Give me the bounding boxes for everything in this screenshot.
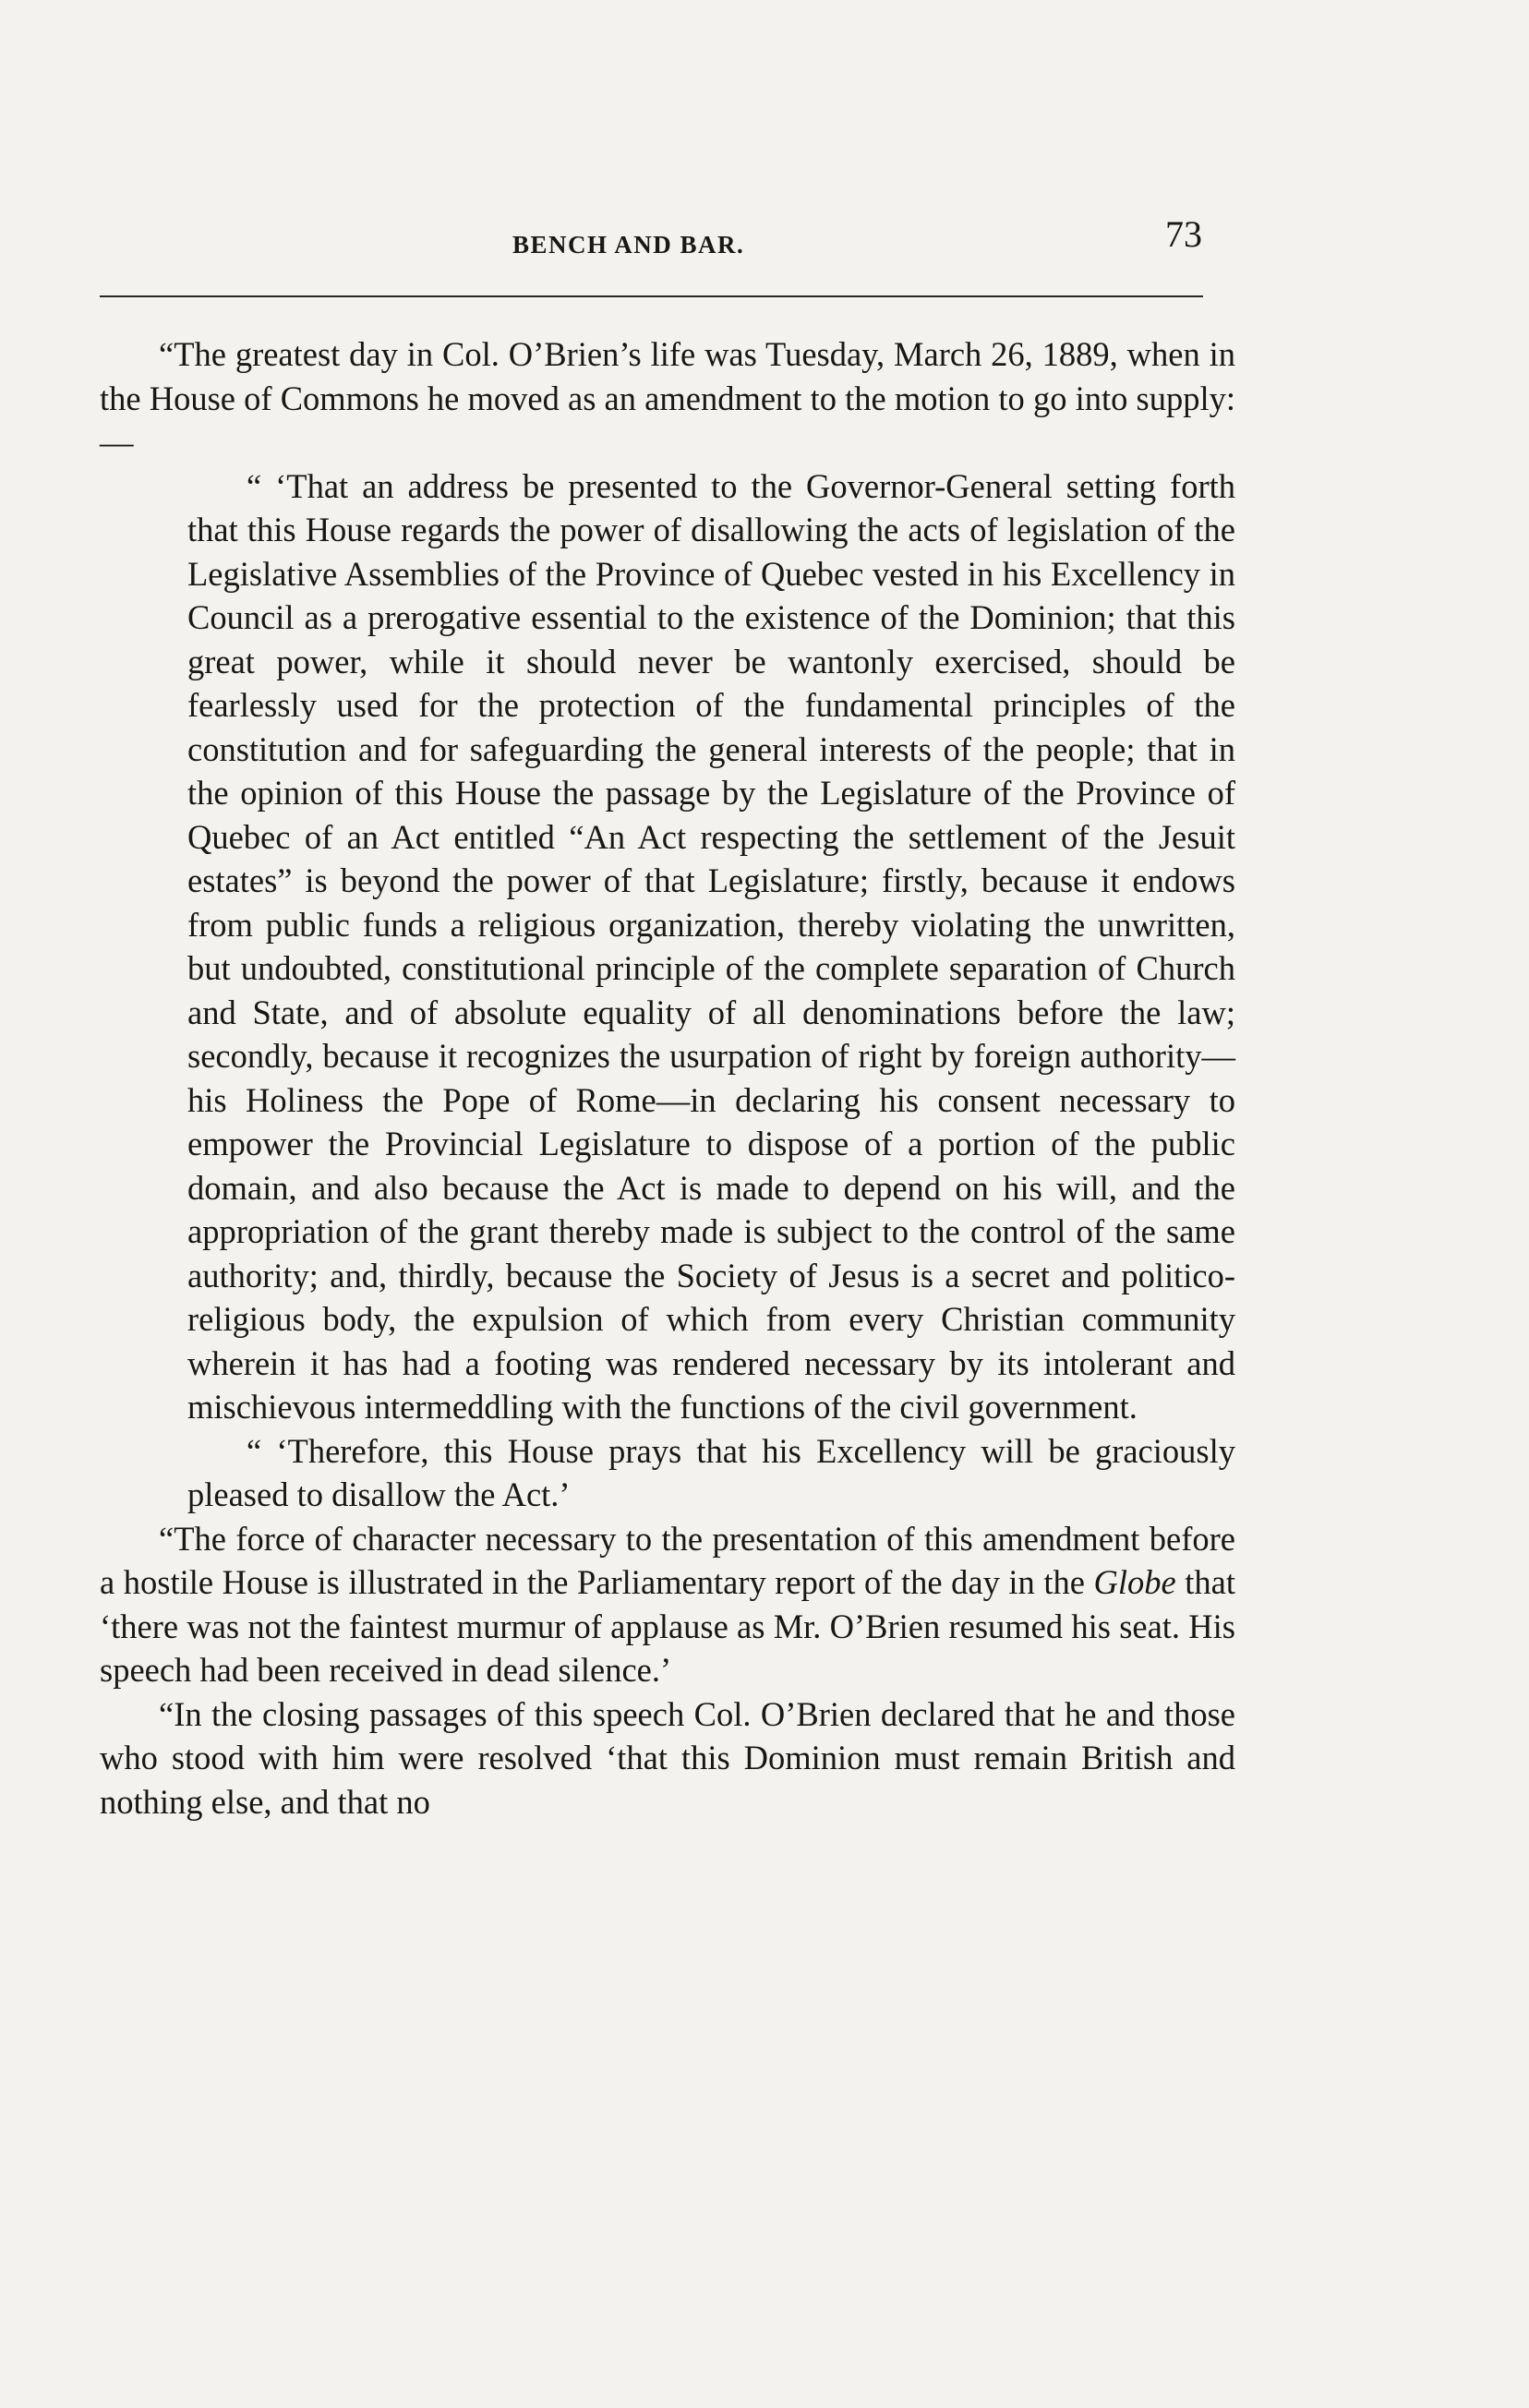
running-head: BENCH AND BAR. [512, 231, 745, 259]
header-rule [100, 295, 1203, 297]
paragraph-text-start: “The force of character necessary to the presentation of this amendment before a hostile House is illustrated in the Parliamentary report of the day in the [100, 1519, 1235, 1601]
body-text [100, 332, 1235, 1824]
paragraph-greatest-day: “The greatest day in Col. O’Brien’s life was Tuesday, March 26, 1889, when in the House of Commons he moved as an amendment to the motion to go into supply:— [100, 335, 1235, 461]
paragraph-force-of-character [100, 1517, 1235, 1692]
quoted-prayer: “ ‘Therefore, this House prays that his Excellency will be graciously pleased to disallow the Act.’ [187, 1431, 1235, 1513]
paragraph-closing-passages: “In the closing passages of this speech Col. O’Brien declared that he and those who stood with him were resolved ‘that this Dominion must remain British and nothing else, and that no [100, 1694, 1235, 1821]
quoted-amendment: “ ‘That an address be presented to the Governor-General setting forth that this House regards the power of disallowing the acts of legislation of the Legislative Assemblies of the Province of Quebec vested in his Excellency in Council as a prerogative essential to the existence of the Dominion; that this great power, while it should never be wantonly exercised, should be fearlessly used for the protection of the fundamental principles of the constitution and for safeguarding the general interests of the people; that in the opinion of this House the passage by the Legislature of the Province of Quebec of an Act entitled “An Act respecting the settlement of the Jesuit estates” is beyond the power of that Legislature; firstly, because it endows from public funds a religious organization, thereby violating the unwritten, but undoubted, constitutional principle of the complete separation of Church and State, and of absolute equality of all denominations before the law; secondly, because it recognizes the usurpation of right by foreign authority—his Holiness the Pope of Rome—in declaring his consent necessary to empower the Provincial Legislature to dispose of a portion of the public domain, and also because the Act is made to depend on his will, and the appropriation of the grant thereby made is subject to the control of the same authority; and, thirdly, because the Society of Jesus is a secret and politico-religious body, the expulsion of which from every Christian community wherein it has had a footing was rendered necessary by its intolerant and mischievous intermeddling with the functions of the civil government. [187, 466, 1235, 1426]
newspaper-title: Globe [1093, 1563, 1176, 1601]
paragraph-text-end: that ‘there was not the faintest murmur of applause as Mr. O’Brien resumed his seat. His speech had been received in dead silence.’ [100, 1563, 1235, 1689]
page-number: 73 [1165, 213, 1202, 255]
